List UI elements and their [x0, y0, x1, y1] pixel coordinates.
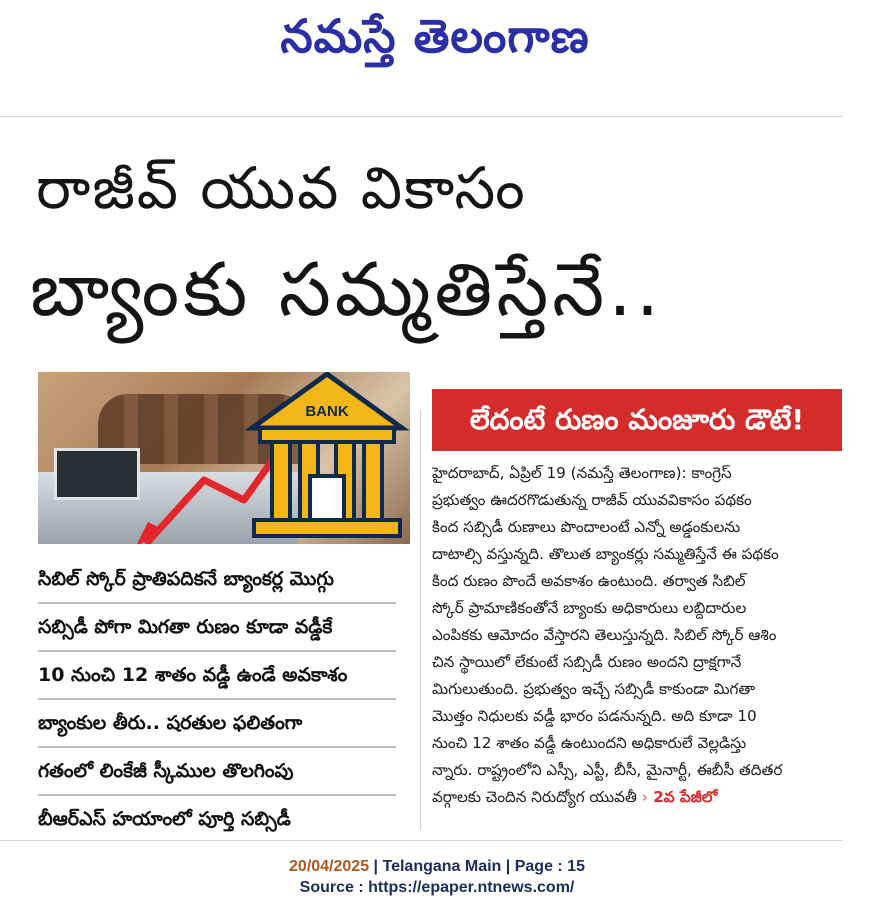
article-line: ప్రభుత్వం ఊదరగొడుతున్న రాజీవ్ యువవికాసం పథకం: [432, 491, 752, 509]
footer-page: Page : 15: [514, 858, 585, 875]
article-body: [432, 460, 838, 811]
news-photo: [38, 372, 410, 544]
side-point: గతంలో లింకేజీ స్కీముల తొలగింపు: [38, 748, 396, 796]
article-line-text: వర్గాలకు చెందిన నిరుద్యోగ యువతీ: [432, 788, 637, 806]
article-line: ఎంపికకు ఆమోదం వేస్తారని తెలుస్తున్నది. సిబిల్ స్కోర్ ఆశిం: [432, 626, 777, 644]
article-line: కింద రుణం పొందే అవకాశం ఉంటుంది. తర్వాత సిబిల్: [432, 572, 746, 590]
continuation-text: 2వ పేజీలో: [653, 788, 718, 806]
side-point: సబ్సిడీ పోగా మిగతా రుణం కూడా వడ్డీకే: [38, 604, 396, 652]
article-line: చిన స్థాయిలో లేకుంటే సబ్సిడీ రుణం అందని ద్రాక్షగానే: [432, 653, 742, 671]
side-point: బీఆర్ఎస్ హయాంలో పూర్తి సబ్సిడీ: [38, 808, 291, 830]
footer-separator: |: [373, 858, 379, 875]
subheadline-banner: లేదంటే రుణం మంజూరు డౌటే!: [432, 389, 842, 451]
article-last-line: [432, 784, 838, 811]
headline-line-2: బ్యాంకు సమ్మతిస్తేనే..: [30, 247, 664, 333]
continuation-link[interactable]: [642, 788, 718, 806]
article-line: మొత్తం నిధులకు వడ్డీ భారం పడనున్నది. అది కూడా 10: [432, 707, 757, 725]
chevron-right-icon: ›: [641, 788, 648, 806]
masthead-divider: [0, 116, 842, 117]
article-line: కింద సబ్సిడీ రుణాలు పొందాలంటే ఎన్నో అడ్డంకులను: [432, 518, 741, 536]
footer-edition-line: [0, 856, 874, 877]
footer-edition: Telangana Main: [382, 858, 502, 875]
bank-sign: BANK: [305, 403, 349, 420]
column-divider: [420, 410, 421, 830]
article-line: దాటాల్సి వస్తున్నది. తొలుత బ్యాంకర్లు సమ్మతిస్తేనే ఈ పథకం: [432, 545, 779, 563]
footer-divider: [0, 840, 842, 841]
headline-line-1: రాజీవ్ యువ వికాసం: [36, 154, 527, 222]
article-line: న్నారు. రాష్ట్రంలోని ఎస్సీ, ఎస్టీ, బీసీ, మైనార్టీ, ఈబీసీ తదితర: [432, 761, 783, 779]
side-point: సిబిల్ స్కోర్ ప్రాతిపదికనే బ్యాంకర్ల మొగ్గు: [38, 556, 396, 604]
footer-source-link[interactable]: Source : https://epaper.ntnews.com/: [299, 879, 575, 896]
footer-date: 20/04/2025: [289, 858, 370, 875]
footer: [0, 856, 874, 898]
masthead-title: నమస్తే తెలంగాణ: [280, 9, 590, 63]
footer-separator: |: [505, 858, 511, 875]
side-points-list: [38, 556, 396, 842]
side-point: 10 నుంచి 12 శాతం వడ్డీ ఉండే అవకాశం: [38, 652, 396, 700]
photo-monitor: [54, 448, 140, 500]
article-line: స్కోర్ ప్రామాణికంతోనే బ్యాంకు అధికారులు లబ్దిదారుల: [432, 599, 747, 617]
article-line: నుంచి 12 శాతం వడ్డీ ఉంటుందని అధికారులే వెల్లడిస్తు: [432, 734, 747, 752]
side-point: బ్యాంకుల తీరు.. షరతుల ఫలితంగా: [38, 700, 396, 748]
bank-building-icon: [244, 372, 410, 544]
article-line: హైదరాబాద్, ఏప్రిల్ 19 (నమస్తే తెలంగాణ): కాంగ్రెస్: [432, 464, 732, 482]
article-line: మిగులుతుంది. ప్రభుత్వం ఇచ్చే సబ్సిడీ కాకుండా మిగతా: [432, 680, 756, 698]
